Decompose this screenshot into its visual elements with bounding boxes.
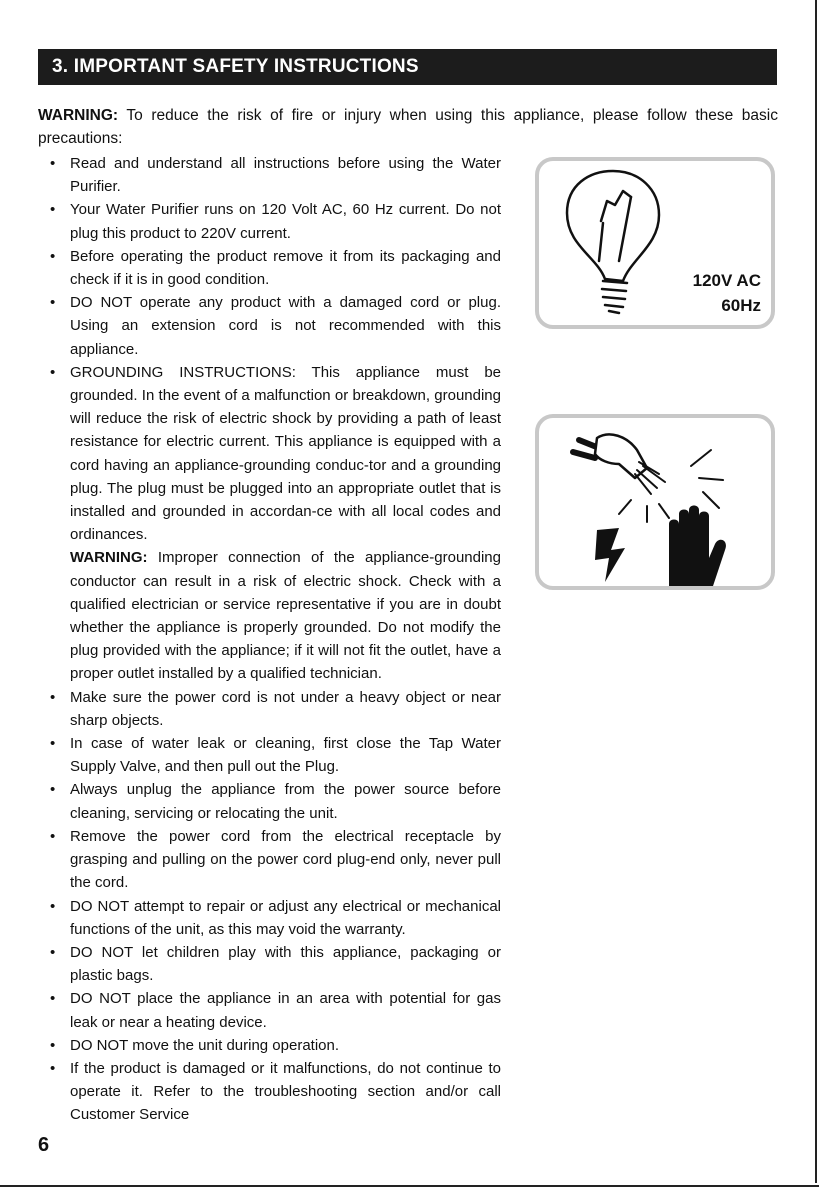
intro-warning-label: WARNING:	[38, 107, 119, 124]
list-item-text: Before operating the product remove it from its packaging and check if it is in good condition.	[70, 247, 501, 289]
page-number: 6	[38, 1134, 50, 1156]
electric-plug-icon	[573, 434, 665, 494]
safety-instructions-list	[38, 152, 501, 1127]
grounding-warning-note	[70, 546, 501, 685]
list-item	[38, 895, 501, 941]
list-item-text: Read and understand all instructions before using the Water Purifier.	[70, 155, 501, 196]
list-item	[38, 1057, 501, 1127]
list-item-text: DO NOT attempt to repair or adjust any electrical or mechanical functions of the unit, as this may void the warranty.	[70, 897, 501, 938]
list-item	[38, 152, 501, 198]
list-item-text: DO NOT move the unit during operation.	[70, 1036, 340, 1054]
list-item-text: DO NOT let children play with this appliance, packaging or plastic bags.	[70, 943, 501, 985]
shock-hazard-illustration	[539, 418, 771, 586]
page-border-right	[815, 0, 817, 1183]
list-item-text: GROUNDING INSTRUCTIONS: This appliance must be grounded. In the event of a malfunction or breakdown, grounding will reduce the risk of electric shock by providing a path of least resistance for electric current. This appliance is equipped with a cord having an appliance-grounding conduc-tor and a grounding plug. The plug must be plugged into an appropriate outlet that is installed and grounded in accordan-ce with all local codes and ordinances.	[70, 363, 501, 544]
list-item-text: DO NOT operate any product with a damaged cord or plug. Using an extension cord is not recommended with this appliance.	[70, 294, 501, 358]
voltage-illustration-panel	[535, 157, 775, 329]
list-item	[38, 987, 501, 1033]
list-item	[38, 941, 501, 987]
list-item	[38, 825, 501, 895]
list-item	[38, 245, 501, 291]
note-warning-label: WARNING:	[70, 549, 148, 567]
list-item-text: Always unplug the appliance from the power source before cleaning, servicing or relocating the unit.	[70, 781, 501, 822]
list-item	[38, 732, 501, 778]
hand-icon	[669, 506, 726, 587]
list-item-text: DO NOT place the appliance in an area with potential for gas leak or near a heating device.	[70, 990, 501, 1031]
list-item	[38, 778, 501, 824]
voltage-label: 120V AC	[692, 271, 761, 290]
lightning-bolt-icon	[595, 528, 625, 582]
section-header: 3. IMPORTANT SAFETY INSTRUCTIONS	[38, 49, 777, 85]
frequency-label: 60Hz	[721, 296, 761, 315]
list-item-text: If the product is damaged or it malfunctions, do not continue to operate it. Refer to the troubleshooting section and/or call Customer Service	[70, 1059, 501, 1124]
note-text: Improper connection of the appliance-grounding conductor can result in a risk of electric shock. Check with a qualified electrician or service representative if you are in doubt whether the appliance is properly grounded. Do not modify the plug provided with the appliance; if it will not fit the outlet, have a proper outlet installed by a qualified technician.	[70, 549, 501, 683]
list-item-grounding	[38, 361, 501, 686]
list-item-text: In case of water leak or cleaning, first close the Tap Water Supply Valve, and then pull out the Plug.	[70, 735, 501, 776]
page-border-bottom	[0, 1185, 819, 1187]
list-item-text: Remove the power cord from the electrical receptacle by grasping and pulling on the power cord plug-end only, never pull the cord.	[70, 827, 501, 892]
list-item	[38, 291, 501, 361]
list-item-text: Make sure the power cord is not under a heavy object or near sharp objects.	[70, 688, 501, 729]
list-item	[38, 198, 501, 244]
list-item	[38, 686, 501, 732]
shock-hazard-illustration-panel	[535, 414, 775, 590]
list-item-text: Your Water Purifier runs on 120 Volt AC, 60 Hz current. Do not plug this product to 220V current.	[70, 201, 501, 242]
intro-text: To reduce the risk of fire or injury when using this appliance, please follow these basic precautions:	[38, 107, 778, 147]
intro-paragraph	[38, 104, 778, 150]
list-item	[38, 1034, 501, 1057]
